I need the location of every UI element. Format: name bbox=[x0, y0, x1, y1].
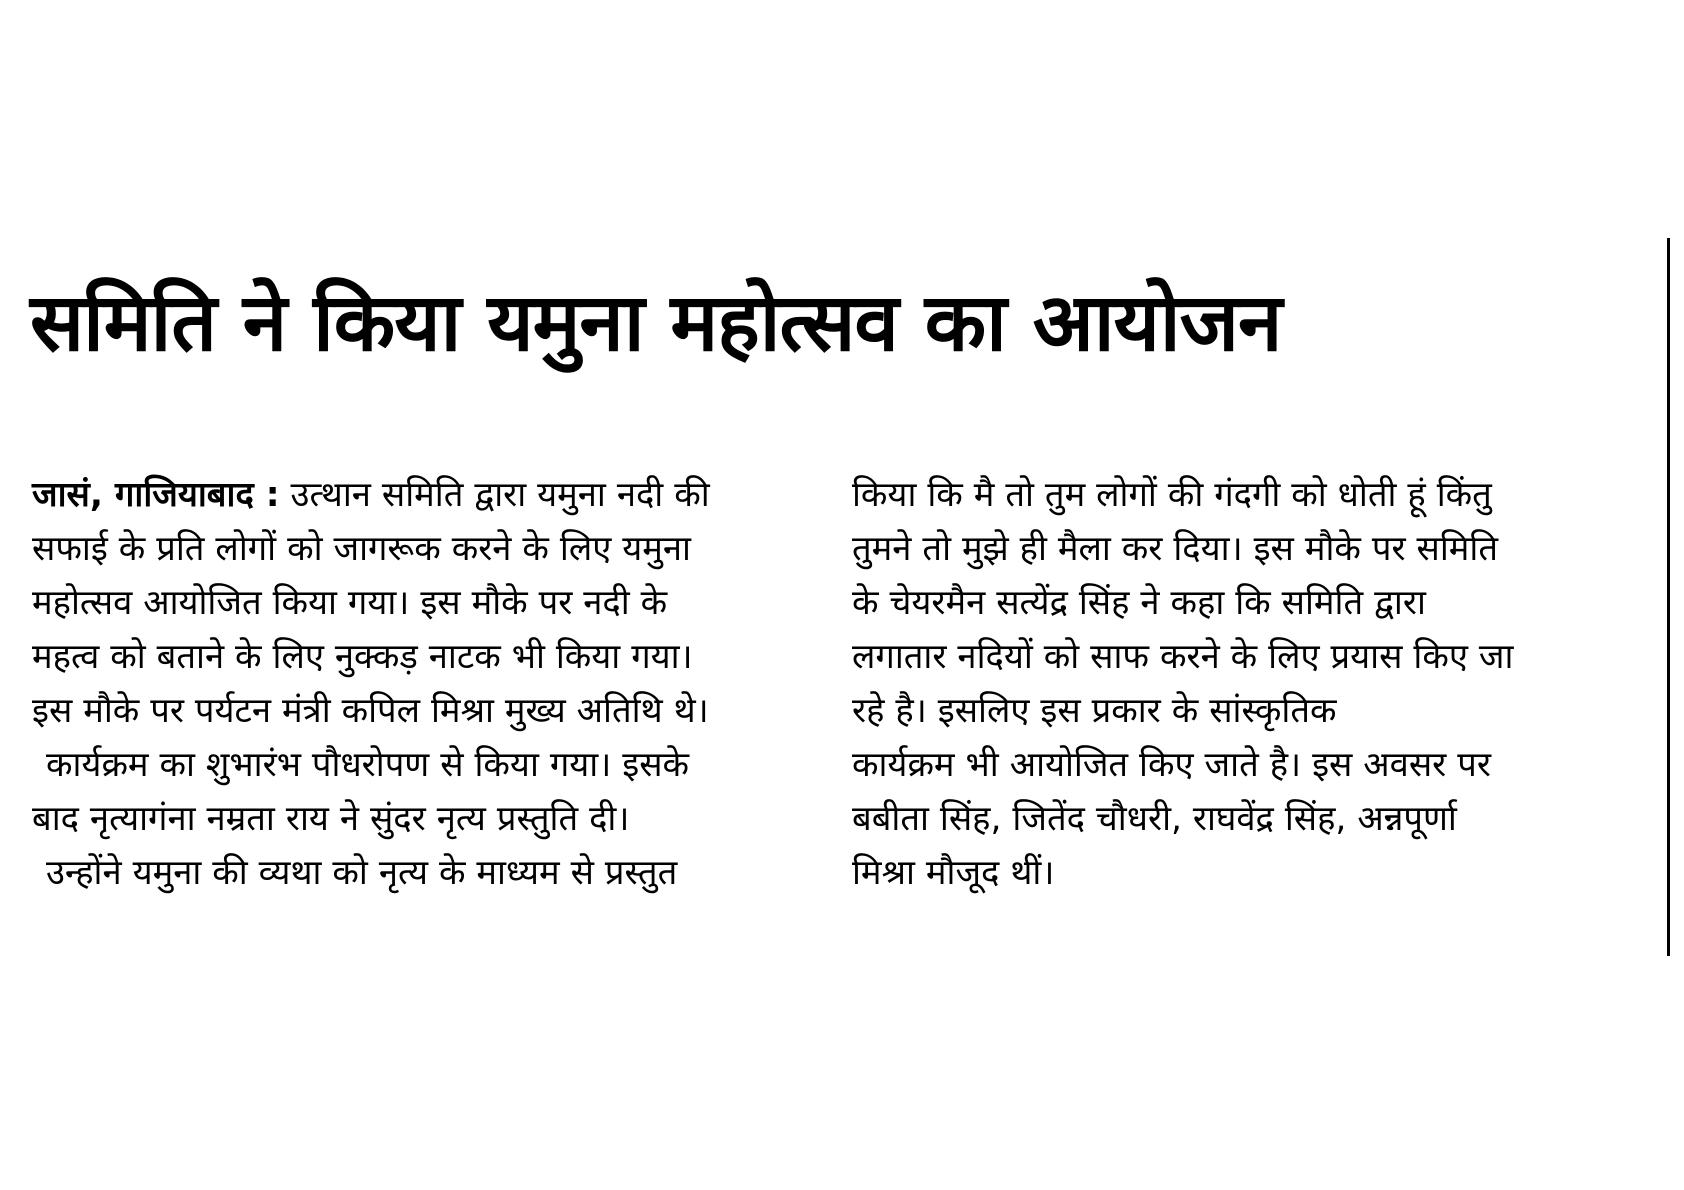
article-line: किया कि मै तो तुम लोगों की गंदगी को धोती हूं किंतु bbox=[852, 475, 1492, 515]
article-line bbox=[32, 468, 812, 522]
article-line: कार्यक्रम का शुभारंभ पौधरोपण से किया गया। इसके bbox=[46, 745, 690, 785]
article-line: लगातार नदियों को साफ करने के लिए प्रयास किए जा bbox=[852, 637, 1514, 677]
article-line: रहे है। इसलिए इस प्रकार के सांस्कृतिक bbox=[852, 691, 1337, 731]
article-line: बबीता सिंह, जितेंद चौधरी, राघवेंद्र सिंह, अन्नपूर्णा bbox=[852, 799, 1457, 839]
article-line: महत्व को बताने के लिए नुक्कड़ नाटक भी किया गया। bbox=[32, 637, 693, 677]
article-headline: समिति ने किया यमुना महोत्सव का आयोजन bbox=[30, 276, 1282, 369]
article-line: मिश्रा मौजूद थीं। bbox=[852, 853, 1055, 893]
article-line: बाद नृत्यागंना नम्रता राय ने सुंदर नृत्य प्रस्तुति दी। bbox=[32, 799, 630, 839]
article-line: इस मौके पर पर्यटन मंत्री कपिल मिश्रा मुख्य अतिथि थे। bbox=[32, 691, 709, 731]
article-line: सफाई के प्रति लोगों को जागरूक करने के लिए यमुना bbox=[32, 529, 691, 569]
article-line: तुमने तो मुझे ही मैला कर दिया। इस मौके पर समिति bbox=[852, 529, 1499, 569]
article-line: महोत्सव आयोजित किया गया। इस मौके पर नदी के bbox=[32, 583, 668, 623]
article-text: उत्थान समिति द्वारा यमुना नदी की bbox=[279, 475, 710, 515]
article-dateline: जासं, गाजियाबाद : bbox=[32, 475, 280, 515]
article-column-right bbox=[852, 468, 1632, 900]
article-line: उन्होंने यमुना की व्यथा को नृत्य के माध्यम से प्रस्तुत bbox=[46, 853, 678, 893]
article-line: कार्यक्रम भी आयोजित किए जाते है। इस अवसर पर bbox=[852, 745, 1491, 785]
article-column-left bbox=[32, 468, 812, 900]
article-line: के चेयरमैन सत्येंद्र सिंह ने कहा कि समिति द्वारा bbox=[852, 583, 1426, 623]
column-rule bbox=[1667, 238, 1670, 956]
